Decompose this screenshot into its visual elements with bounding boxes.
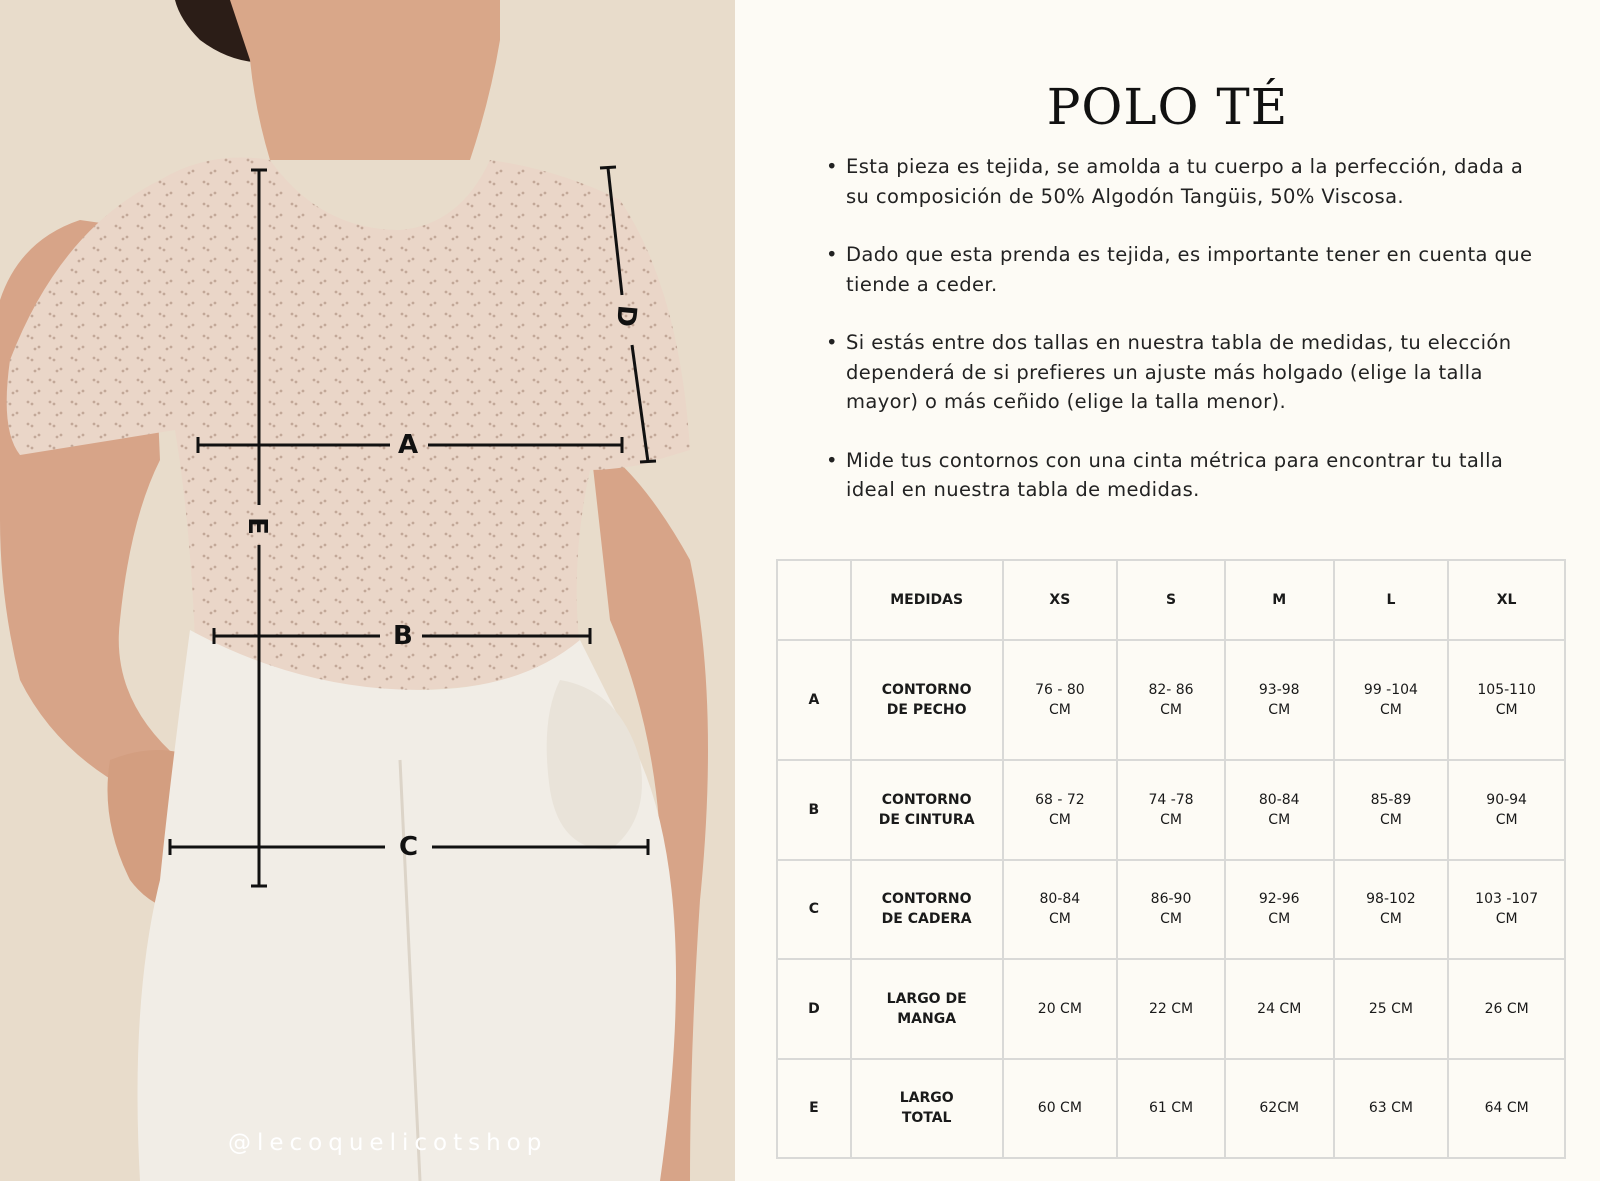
header-cell: XL (1448, 560, 1565, 640)
row-letter: D (777, 959, 851, 1059)
size-value: 25 CM (1334, 959, 1449, 1059)
row-letter: A (777, 640, 851, 760)
measure-name: CONTORNO DE CADERA (851, 860, 1003, 960)
description-text: Esta pieza es tejida, se amolda a tu cuerpo a la perfección, dada a su composición de 50% Algodón Tangüis, 50% Viscosa. (846, 155, 1524, 208)
size-value: 105-110 CM (1448, 640, 1565, 760)
description-item (826, 328, 1546, 417)
measure-name: LARGO TOTAL (851, 1059, 1003, 1159)
size-value: 98-102 CM (1334, 860, 1449, 960)
table-row (777, 959, 1565, 1059)
bullet-point: • (826, 331, 838, 354)
size-value: 60 CM (1003, 1059, 1118, 1159)
bullet-point: • (826, 448, 838, 472)
header-cell: L (1334, 560, 1449, 640)
size-value: 20 CM (1003, 959, 1118, 1059)
face-neck (230, 0, 500, 160)
table-row (777, 1059, 1565, 1159)
size-table-header (777, 560, 1565, 640)
description-text: Si estás entre dos tallas en nuestra tabla de medidas, tu elección dependerá de si prefieres un ajuste más holgado (elige la talla mayor) o más ceñido (elige la talla menor). (846, 331, 1512, 413)
measure-label-e: E (241, 517, 272, 535)
size-value: 76 - 80 CM (1003, 640, 1118, 760)
measure-label-c: C (399, 832, 419, 862)
size-value: 93-98 CM (1225, 640, 1334, 760)
table-row (777, 860, 1565, 960)
size-value: 86-90 CM (1117, 860, 1225, 960)
header-cell: M (1225, 560, 1334, 640)
measure-name: CONTORNO DE PECHO (851, 640, 1003, 760)
size-value: 61 CM (1117, 1059, 1225, 1159)
table-row (777, 640, 1565, 760)
header-cell: XS (1003, 560, 1118, 640)
description-item (826, 446, 1546, 505)
measure-label-a: A (398, 430, 419, 460)
header-cell: S (1117, 560, 1225, 640)
product-photo (0, 0, 735, 1181)
header-cell: MEDIDAS (851, 560, 1003, 640)
header-cell (777, 560, 851, 640)
row-letter: E (777, 1059, 851, 1159)
description-item (826, 152, 1546, 211)
size-value: 24 CM (1225, 959, 1334, 1059)
table-row (777, 760, 1565, 860)
size-value: 90-94 CM (1448, 760, 1565, 860)
size-value: 92-96 CM (1225, 860, 1334, 960)
description-text: Mide tus contornos con una cinta métrica para encontrar tu talla ideal en nuestra tabla de medidas. (846, 448, 1504, 501)
product-title: POLO TÉ (1046, 78, 1289, 136)
row-letter: B (777, 760, 851, 860)
measure-name: CONTORNO DE CINTURA (851, 760, 1003, 860)
size-value: 63 CM (1334, 1059, 1449, 1159)
size-table (776, 559, 1566, 1159)
size-value: 74 -78 CM (1117, 760, 1225, 860)
size-value: 82- 86 CM (1117, 640, 1225, 760)
instagram-handle: @lecoquelicotshop (228, 1130, 548, 1156)
size-value: 64 CM (1448, 1059, 1565, 1159)
size-value: 85-89 CM (1334, 760, 1449, 860)
bullet-point: • (826, 243, 838, 266)
photo-illustration (0, 0, 735, 1181)
description-list (826, 152, 1546, 534)
size-value: 62CM (1225, 1059, 1334, 1159)
measure-label-b: B (393, 621, 413, 651)
size-value: 26 CM (1448, 959, 1565, 1059)
description-text: Dado que esta prenda es tejida, es importante tener en cuenta que tiende a ceder. (846, 243, 1533, 296)
row-letter: C (777, 860, 851, 960)
bullet-point: • (826, 155, 838, 178)
description-item (826, 240, 1546, 299)
measure-name: LARGO DE MANGA (851, 959, 1003, 1059)
size-value: 80-84 CM (1225, 760, 1334, 860)
size-value: 80-84 CM (1003, 860, 1118, 960)
size-value: 68 - 72 CM (1003, 760, 1118, 860)
size-value: 103 -107 CM (1448, 860, 1565, 960)
size-value: 99 -104 CM (1334, 640, 1449, 760)
measure-label-d: D (609, 303, 642, 329)
size-value: 22 CM (1117, 959, 1225, 1059)
